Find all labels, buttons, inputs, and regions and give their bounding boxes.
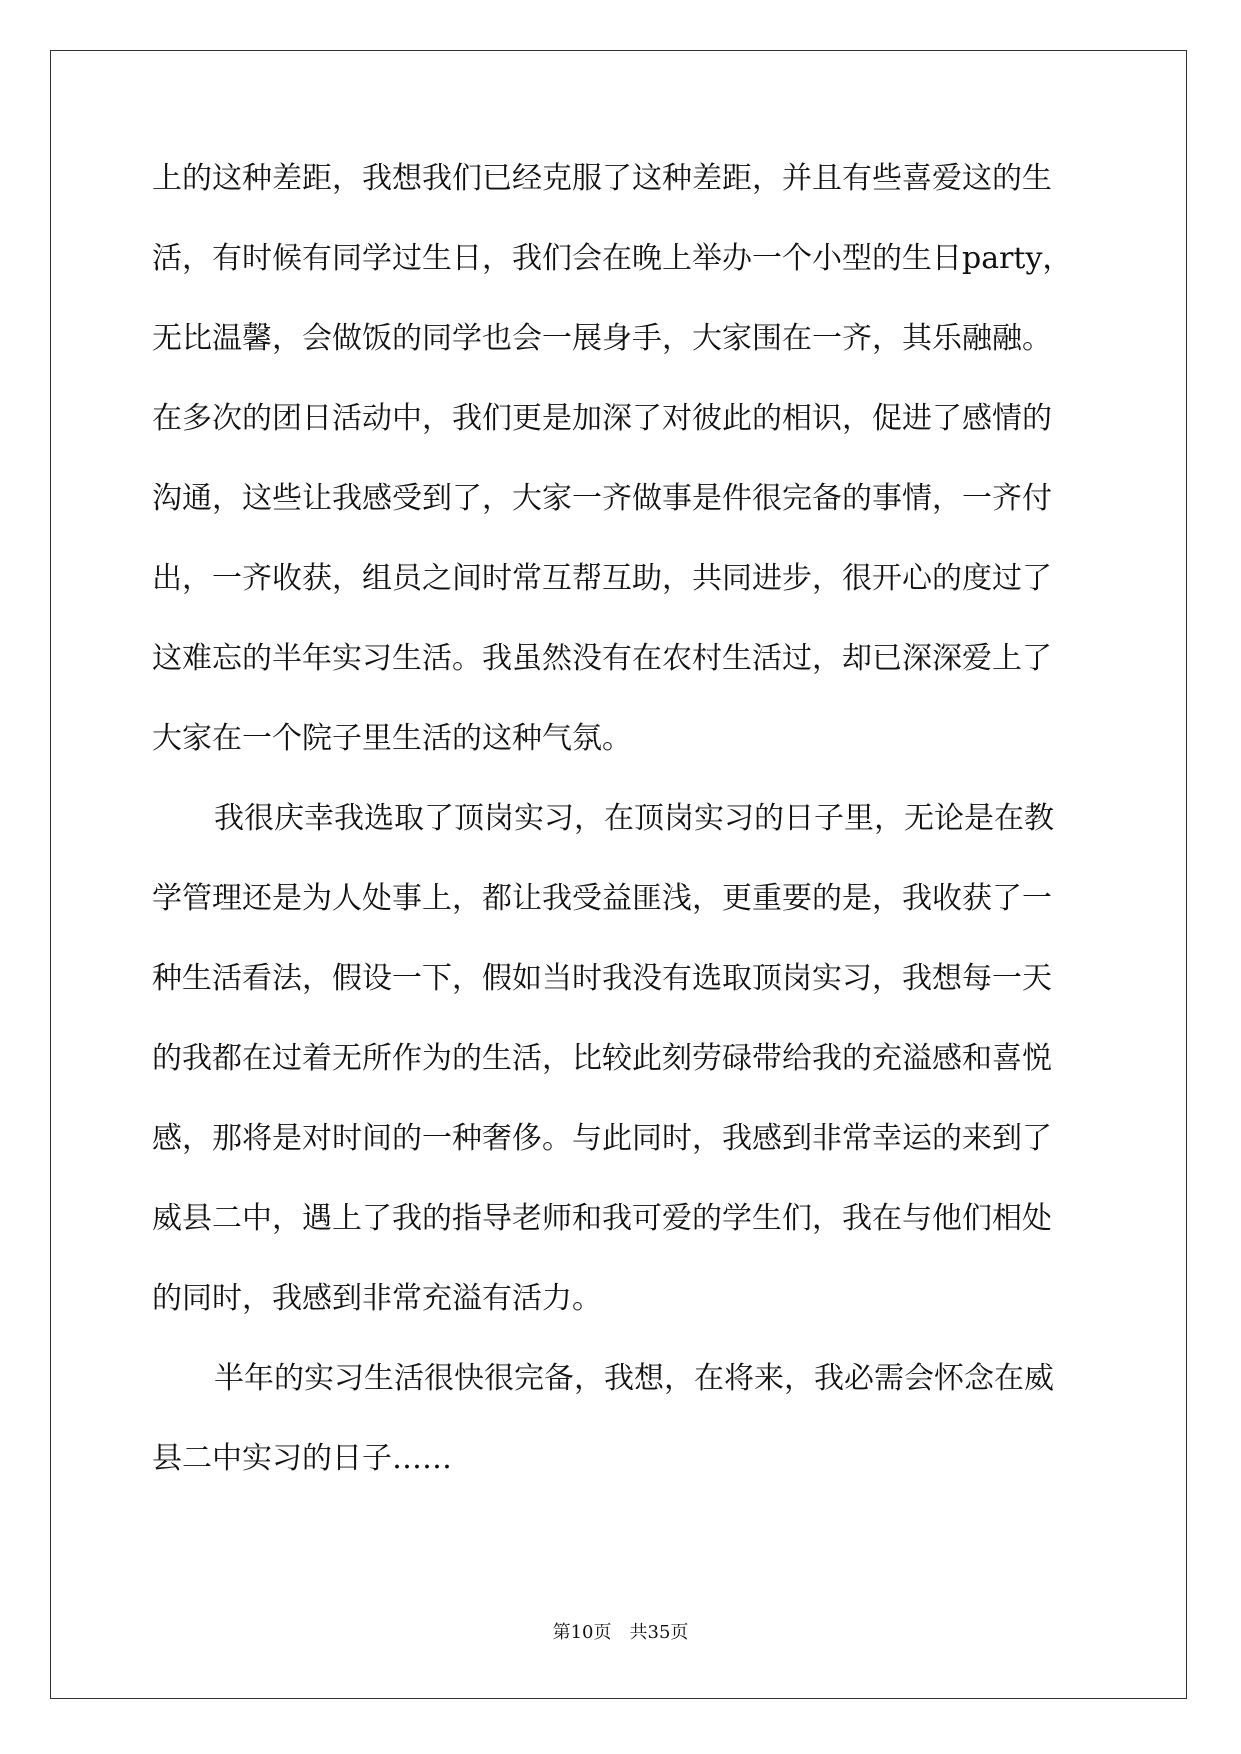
text-line: 威县二中，遇上了我的指导老师和我可爱的学生们，我在与他们相处 (152, 1201, 1052, 1236)
text-line: 感，那将是对时间的一种奢侈。与此同时，我感到非常幸运的来到了 (152, 1121, 1052, 1156)
text-line: 上的这种差距，我想我们已经克服了这种差距，并且有些喜爱这的生 (152, 161, 1052, 196)
text-line: 县二中实习的日子…… (152, 1441, 452, 1476)
text-line: 的同时，我感到非常充溢有活力。 (152, 1281, 602, 1316)
text-line: 的我都在过着无所作为的生活，比较此刻劳碌带给我的充溢感和喜悦 (152, 1041, 1052, 1076)
page-number-footer: 第10页 共35页 (552, 1622, 689, 1643)
paragraph-start-line: 半年的实习生活很快很完备，我想，在将来，我必需会怀念在威 (214, 1361, 1054, 1396)
document-body (152, 163, 1092, 1523)
text-line: 出，一齐收获，组员之间时常互帮互助，共同进步，很开心的度过了 (152, 561, 1052, 596)
text-line: 大家在一个院子里生活的这种气氛。 (152, 721, 632, 756)
text-line: 在多次的团日活动中，我们更是加深了对彼此的相识，促进了感情的 (152, 401, 1052, 436)
text-line: 这难忘的半年实习生活。我虽然没有在农村生活过，却已深深爱上了 (152, 641, 1052, 676)
text-line: 种生活看法，假设一下，假如当时我没有选取顶岗实习，我想每一天 (152, 961, 1052, 996)
text-line: 学管理还是为人处事上，都让我受益匪浅，更重要的是，我收获了一 (152, 881, 1052, 916)
text-line: 无比温馨，会做饭的同学也会一展身手，大家围在一齐，其乐融融。 (152, 321, 1052, 356)
paragraph-start-line: 我很庆幸我选取了顶岗实习，在顶岗实习的日子里，无论是在教 (214, 801, 1054, 836)
text-line: 活，有时候有同学过生日，我们会在晚上举办一个小型的生日party， (152, 241, 1073, 276)
text-line: 沟通，这些让我感受到了，大家一齐做事是件很完备的事情，一齐付 (152, 481, 1052, 516)
